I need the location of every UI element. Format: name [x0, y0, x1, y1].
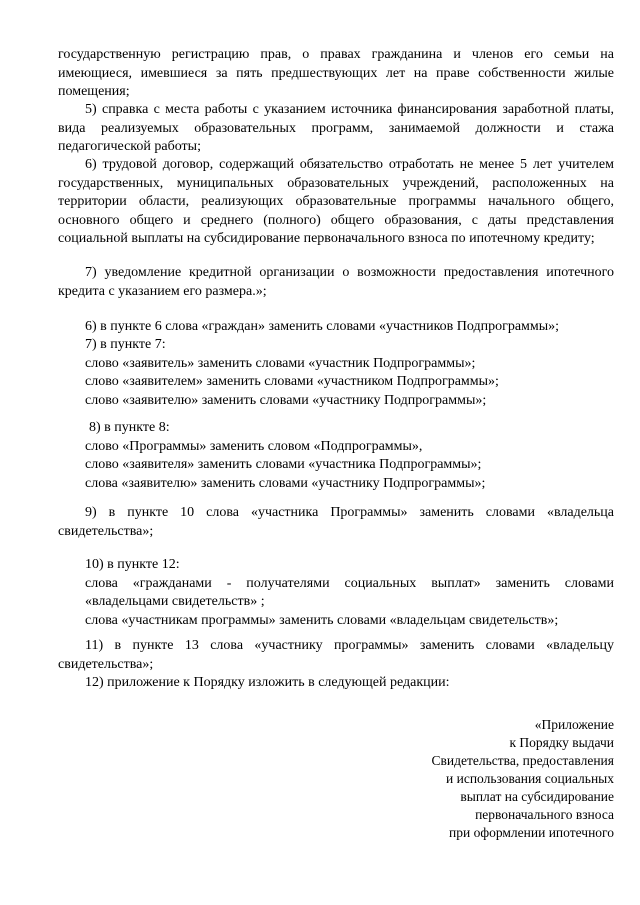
list-heading: 8) в пункте 8:	[89, 420, 170, 435]
appendix-header	[432, 716, 614, 842]
paragraph-text: 11) в пункте 13 слова «участнику программы» заменить словами «владельцу свидетельства»;	[58, 638, 614, 672]
appendix-line: Свидетельства, предоставления	[431, 753, 614, 768]
appendix-line: первоначального взноса	[475, 807, 614, 822]
paragraph-text: 6) трудовой договор, содержащий обязательство отработать не менее 5 лет учителем государственных, муниципальных образовательных учреждений, расположенных на территории области, реализующих образовательные программы начального общего, основного общего и среднего (полного) общего образования, с даты представления социальной выплаты на субсидирование первоначального взноса по ипотечному кредиту;	[58, 157, 614, 246]
list-heading: 10) в пункте 12:	[85, 557, 180, 572]
appendix-line: «Приложение	[534, 717, 614, 732]
list-heading: 7) в пункте 7:	[85, 337, 166, 352]
list-item: слово «заявитель» заменить словами «участник Подпрограммы»;	[85, 355, 476, 371]
paragraph-item-7	[58, 264, 614, 301]
paragraph-item-5	[58, 101, 614, 157]
paragraph-registration	[58, 46, 614, 102]
paragraph-appendix-instruction	[58, 674, 614, 693]
list-item: слова «участникам программы» заменить словами «владельцам свидетельств»;	[85, 612, 559, 628]
appendix-line: к Порядку выдачи	[509, 735, 614, 750]
list-item: слово «заявителю» заменить словами «участнику Подпрограммы»;	[85, 392, 487, 408]
appendix-line: при оформлении ипотечного	[449, 825, 614, 840]
list-item: слово «Программы» заменить словом «Подпрограммы»,	[85, 438, 423, 454]
paragraph-text: 5) справка с места работы с указанием источника финансирования заработной платы, вида реализуемых образовательных программ, занимаемой должности и стажа педагогической работы;	[58, 102, 614, 154]
paragraph-text: 9) в пункте 10 слова «участника Программы» заменить словами «владельца свидетельства»;	[58, 505, 614, 539]
paragraph-point-13	[58, 637, 614, 674]
paragraph-point-8	[58, 419, 614, 493]
paragraph-text: 6) в пункте 6 слова «граждан» заменить словами «участников Подпрограммы»;	[85, 319, 560, 334]
paragraph-text: 7) уведомление кредитной организации о возможности предоставления ипотечного кредита с указанием его размера.»;	[58, 265, 614, 299]
paragraph-point-10	[58, 504, 614, 541]
appendix-line: и использования социальных	[446, 771, 614, 786]
paragraph-item-6	[58, 156, 614, 249]
paragraph-text: государственную регистрацию прав, о правах гражданина и членов его семьи на имеющиеся, имевшиеся за пять предшествующих лет на праве собственности жилые помещения;	[58, 47, 614, 99]
list-item: слова «заявителю» заменить словами «участнику Подпрограммы»;	[85, 475, 486, 491]
list-item: слово «заявителем» заменить словами «участником Подпрограммы»;	[85, 374, 499, 389]
list-item: слова «гражданами - получателями социальных выплат» заменить словами «владельцами свидетельств» ;	[85, 575, 614, 609]
paragraph-text: 12) приложение к Порядку изложить в следующей редакции:	[85, 675, 450, 690]
appendix-line: выплат на субсидирование	[460, 789, 614, 804]
list-item: слово «заявителя» заменить словами «участника Подпрограммы»;	[85, 457, 482, 472]
paragraph-point-6	[58, 318, 614, 337]
paragraph-point-12	[58, 556, 614, 630]
paragraph-point-7	[58, 336, 614, 410]
